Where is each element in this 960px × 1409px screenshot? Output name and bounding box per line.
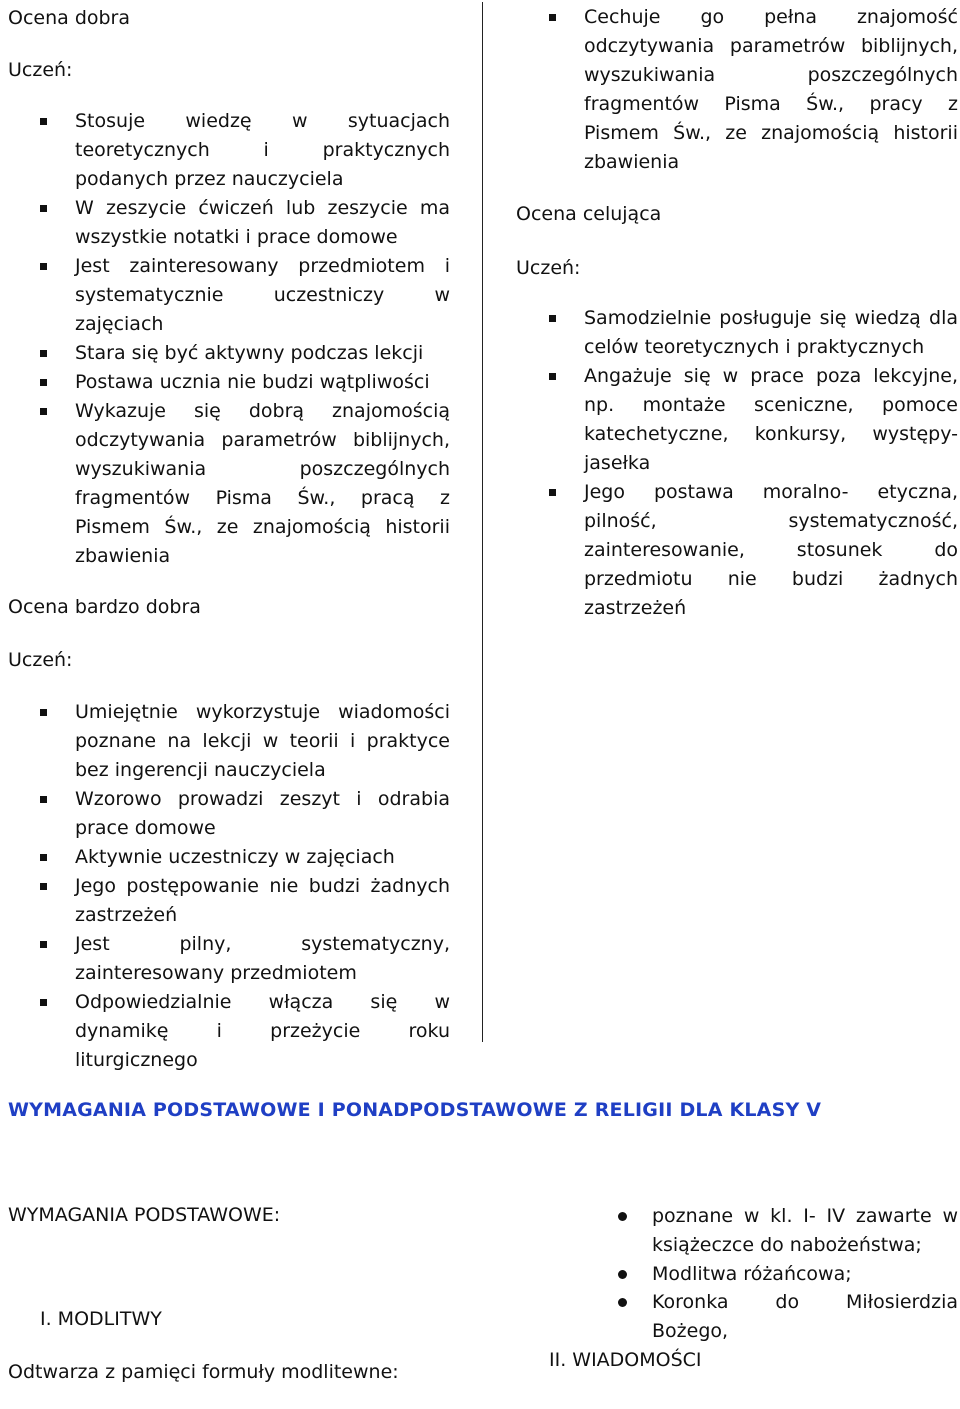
grade-very-good-pupil-label: Uczeń: <box>8 649 73 671</box>
section-prayers-title: I. MODLITWY <box>40 1308 162 1330</box>
grade-very-good-title: Ocena bardzo dobra <box>8 596 201 618</box>
bullet-square-icon <box>549 373 556 380</box>
list-item: Postawa ucznia nie budzi wątpliwości <box>75 371 430 393</box>
list-item: Wzorowo prowadzi zeszyt i odrabia prace domowe <box>75 788 450 839</box>
bullet-square-icon <box>40 796 47 803</box>
list-item: Jego postawa moralno- etyczna, pilność, systematyczność, zainteresowanie, stosunek do przedmiotu nie budzi żadnych zastrzeżeń <box>584 481 958 619</box>
list-item: Samodzielnie posługuje się wiedzą dla celów teoretycznych i praktycznych <box>584 307 958 358</box>
grade-excellent-pupil-label: Uczeń: <box>516 257 581 279</box>
list-item: Stara się być aktywny podczas lekcji <box>75 342 424 364</box>
bullet-square-icon <box>40 379 47 386</box>
recite-prayers-text: Odtwarza z pamięci formuły modlitewne: <box>8 1361 399 1383</box>
bullet-square-icon <box>40 883 47 890</box>
grade-good-title: Ocena dobra <box>8 7 131 29</box>
list-item: Stosuje wiedzę w sytuacjach teoretycznych i praktycznych podanych przez nauczyciela <box>75 110 450 190</box>
bullet-dot-icon <box>618 1298 627 1307</box>
bullet-dot-icon <box>618 1270 627 1279</box>
list-item: Jego postępowanie nie budzi żadnych zastrzeżeń <box>75 875 450 926</box>
bullet-square-icon <box>549 14 556 21</box>
list-item: Cechuje go pełna znajomość odczytywania parametrów biblijnych, wyszukiwania poszczególnych fragmentów Pisma Św., pracy z Pismem Św., ze znajomością historii zbawienia <box>584 6 958 173</box>
list-item: Jest pilny, systematyczny, zainteresowany przedmiotem <box>75 933 450 984</box>
bullet-square-icon <box>40 941 47 948</box>
list-item: W zeszycie ćwiczeń lub zeszycie ma wszystkie notatki i prace domowe <box>75 197 450 248</box>
bullet-square-icon <box>549 489 556 496</box>
bullet-square-icon <box>40 854 47 861</box>
bullet-square-icon <box>40 408 47 415</box>
list-item: Odpowiedzialnie włącza się w dynamikę i przeżycie roku liturgicznego <box>75 991 450 1071</box>
bullet-square-icon <box>40 999 47 1006</box>
bullet-square-icon <box>40 118 47 125</box>
list-item: poznane w kl. I- IV zawarte w książeczce do nabożeństwa; <box>652 1205 958 1256</box>
list-item: Umiejętnie wykorzystuje wiadomości poznane na lekcji w teorii i praktyce bez ingerencji nauczyciela <box>75 701 450 781</box>
basic-requirements-title: WYMAGANIA PODSTAWOWE: <box>8 1204 281 1226</box>
grade-good-pupil-label: Uczeń: <box>8 59 73 81</box>
list-item: Wykazuje się dobrą znajomością odczytywania parametrów biblijnych, wyszukiwania poszczególnych fragmentów Pisma Św., pracą z Pismem Św., ze znajomością historii zbawienia <box>75 400 450 567</box>
list-item: Modlitwa różańcowa; <box>652 1263 852 1285</box>
column-divider <box>482 2 483 1042</box>
bullet-dot-icon <box>618 1212 627 1221</box>
bullet-square-icon <box>40 263 47 270</box>
section-knowledge-title: II. WIADOMOŚCI <box>549 1349 702 1371</box>
bullet-square-icon <box>40 709 47 716</box>
list-item: Koronka do Miłosierdzia Bożego, <box>652 1291 958 1342</box>
list-item: Jest zainteresowany przedmiotem i systematycznie uczestniczy w zajęciach <box>75 255 450 335</box>
list-item: Aktywnie uczestniczy w zajęciach <box>75 846 395 868</box>
bullet-square-icon <box>549 315 556 322</box>
list-item: Angażuje się w prace poza lekcyjne, np. montaże sceniczne, pomoce katechetyczne, konkursy, występy- jasełka <box>584 365 958 474</box>
grade-excellent-title: Ocena celująca <box>516 203 662 225</box>
bullet-square-icon <box>40 350 47 357</box>
bullet-square-icon <box>40 205 47 212</box>
document-heading: WYMAGANIA PODSTAWOWE I PONADPODSTAWOWE Z RELIGII DLA KLASY V <box>8 1099 822 1121</box>
